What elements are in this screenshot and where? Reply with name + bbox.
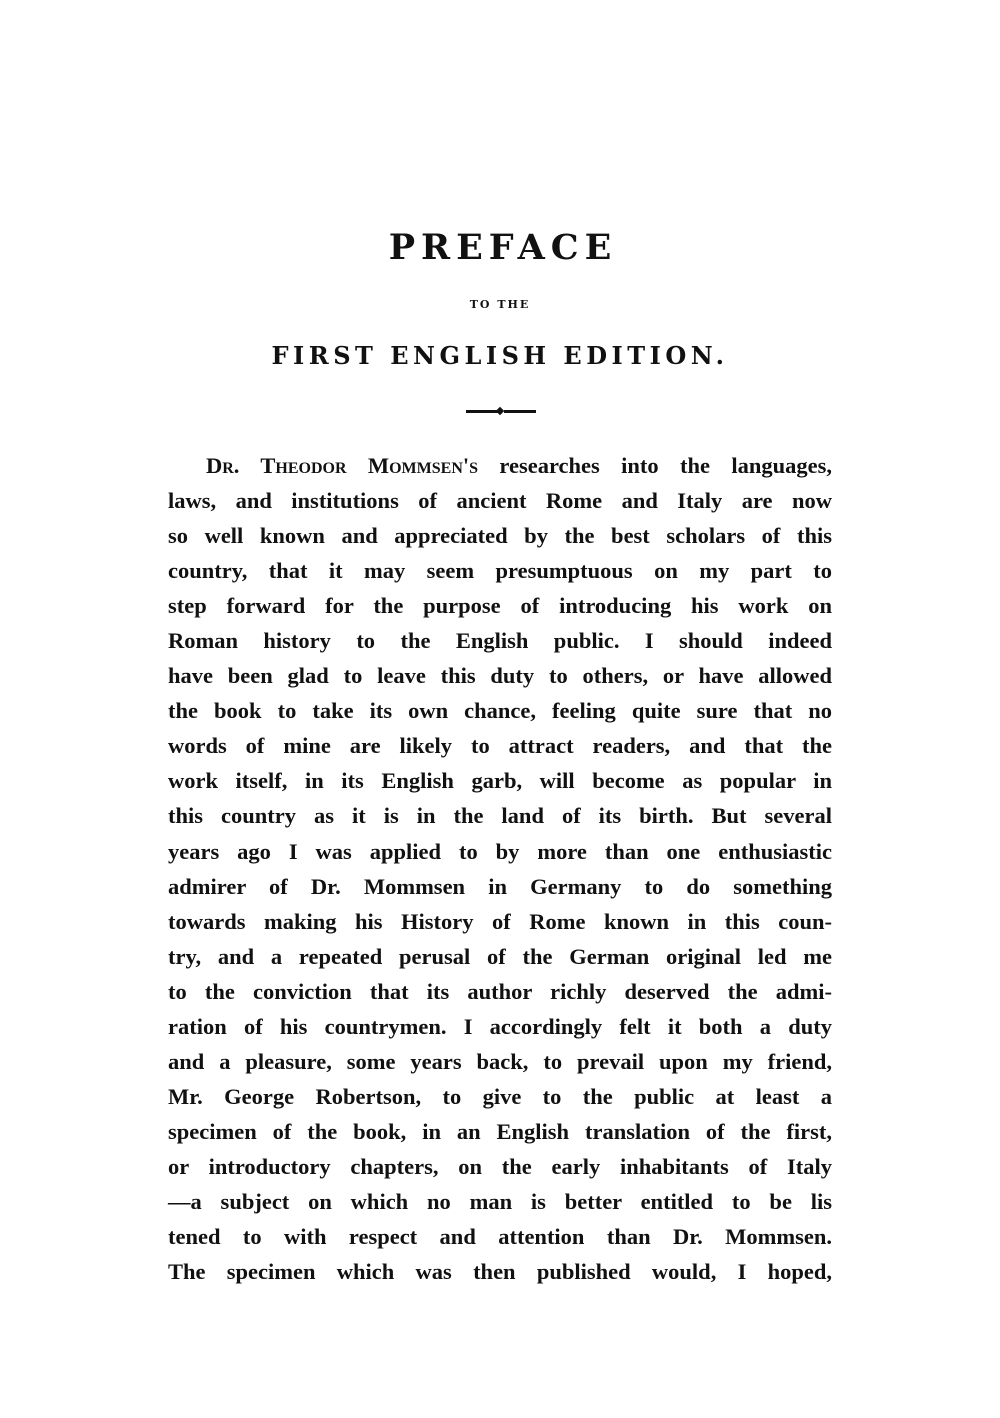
paragraph-line: so well known and appreciated by the best scholars of this [168, 523, 832, 549]
paragraph-line: and a pleasure, some years back, to prevail upon my friend, [168, 1048, 832, 1074]
paragraph-line: The specimen which was then published would, I hoped, [168, 1259, 832, 1285]
page-title: PREFACE [388, 227, 618, 268]
paragraph-line: step forward for the purpose of introducing his work on [168, 593, 832, 619]
paragraph-line: —a subject on which no man is better entitled to be lis [168, 1188, 832, 1214]
paragraph-line: laws, and institutions of ancient Rome and Italy are now [168, 488, 832, 514]
paragraph-line: the book to take its own chance, feeling quite sure that no [168, 698, 832, 724]
paragraph-line: try, and a repeated perusal of the German original led me [168, 943, 832, 969]
preface-paragraph [168, 448, 832, 1289]
heading-connector: TO THE [469, 298, 531, 311]
ornament-rule-left [466, 410, 498, 413]
paragraph-line: have been glad to leave this duty to others, or have allowed [168, 663, 832, 689]
paragraph-line: ration of his countrymen. I accordingly felt it both a duty [168, 1013, 832, 1039]
paragraph-line: words of mine are likely to attract readers, and that the [168, 733, 832, 759]
ornament-diamond [496, 407, 504, 415]
paragraph-line: tened to with respect and attention than Dr. Mommsen. [168, 1224, 832, 1250]
paragraph-line: to the conviction that its author richly deserved the admi- [168, 978, 832, 1004]
paragraph-line: years ago I was applied to by more than one enthusiastic [168, 838, 832, 864]
paragraph-line: specimen of the book, in an English translation of the first, [168, 1118, 832, 1144]
paragraph-lead-in: Dr. Theodor Mommsen's [206, 453, 479, 478]
paragraph-line: Mr. George Robertson, to give to the public at least a [168, 1083, 832, 1109]
paragraph-line: country, that it may seem presumptuous on my part to [168, 558, 832, 584]
ornament-rule-right [504, 410, 536, 413]
paragraph-line: admirer of Dr. Mommsen in Germany to do something [168, 873, 832, 899]
paragraph-line: this country as it is in the land of its birth. But several [168, 803, 832, 829]
paragraph-line: or introductory chapters, on the early inhabitants of Italy [168, 1153, 832, 1179]
page-subtitle: FIRST ENGLISH EDITION. [271, 341, 729, 370]
paragraph-line: work itself, in its English garb, will become as popular in [168, 768, 832, 794]
paragraph-line: towards making his History of Rome known in this coun- [168, 908, 832, 934]
rule-with-diamond-ornament-icon [466, 407, 536, 415]
paragraph-line: Dr. Theodor Mommsen's researches into the languages, [206, 453, 832, 478]
paragraph-line: Roman history to the English public. I should indeed [168, 628, 832, 654]
